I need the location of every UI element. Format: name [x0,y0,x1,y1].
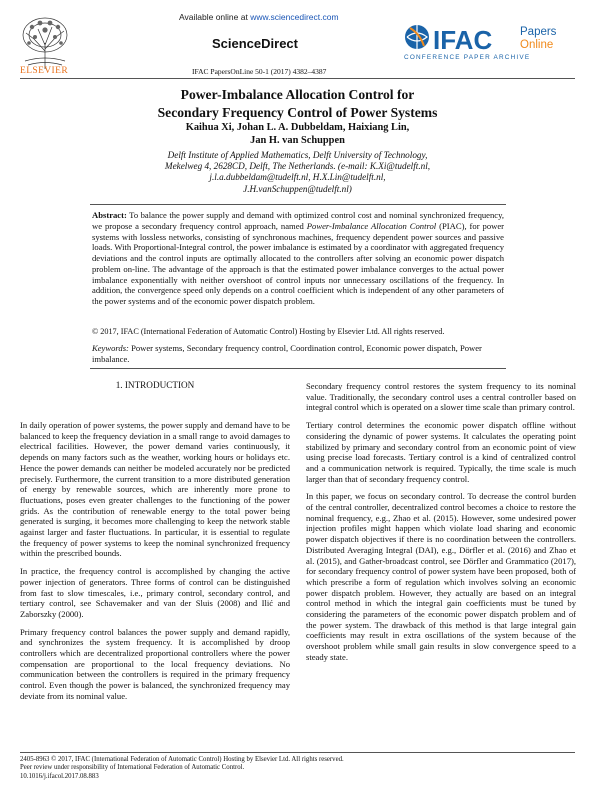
authors-line-2: Jan H. van Schuppen [250,134,345,146]
abstract-bottom-rule [90,368,506,369]
footer-doi-link[interactable]: 10.1016/j.ifacol.2017.08.883 [20,772,99,780]
paragraph: Secondary frequency control restores the system frequency to its nominal value. Traditionally, the secondary control uses a central controller based on integral control which is operated on a slower time scale than primary control. [306,381,576,413]
abstract-top-rule [90,204,506,205]
paragraph: In daily operation of power systems, the power supply and demand have to be balanced to keep the frequency deviation in a small range to avoid damages to electrical facilities. However, the power demand varies continuously, it depends on many factors such as the weather, working hours or holidays etc. Hence the power demands can neither be modeled accurately nor be predicted precisely. Furthermore, the current transition to a more distributed generation of energy by renewable sources, which are inherently more prone to fluctuations, poses even greater challenges to the functioning of the power grids. As the contribution of renewable energy to the total power being generated is surging, it becomes more challenging to keep the network stable against larger and faster fluctuations. In particular, it is essential to regulate the frequency of power systems to keep the nominal synchronized frequency within the prescribed bounds. [20,420,290,559]
ifac-online-word: Online [520,39,554,51]
affiliation-line-3: j.l.a.dubbeldam@tudelft.nl, H.X.Lin@tudelft.nl, [209,172,386,183]
keywords-label: Keywords: [92,343,129,353]
ifac-archive-tagline: CONFERENCE PAPER ARCHIVE [404,54,531,61]
keywords-text: Power systems, Secondary frequency control, Coordination control, Economic power dispatch, Power imbalance. [92,343,482,364]
copyright-notice: © 2017, IFAC (International Federation of Automatic Control) Hosting by Elsevier Ltd. All rights reserved. [92,327,445,336]
footer-divider [20,752,575,753]
sciencedirect-wordmark: ScienceDirect [212,36,298,51]
ifac-globe-icon [405,25,429,49]
footer-peer-review-line: Peer review under responsibility of International Federation of Automatic Control. [20,764,245,772]
paper-title-line-2: Secondary Frequency Control of Power Systems [157,105,438,120]
sciencedirect-link[interactable]: www.sciencedirect.com [250,12,339,22]
affiliation-line-1: Delft Institute of Applied Mathematics, Delft University of Technology, [167,150,428,160]
ifac-papers-word: Papers [520,26,557,38]
journal-reference: IFAC PapersOnLine 50-1 (2017) 4382–4387 [192,67,327,76]
paragraph: In practice, the frequency control is accomplished by changing the active power injection of generators. Three forms of control can be distinguished from fast to slow timescales, i.e., primary control, secondary control, and tertiary control, see Schavemaker and van der Sluis (2008) and Ilić and Zaborszky (2000). [20,566,290,619]
ifac-wordmark: IFAC [433,25,493,55]
affiliation-line-4: J.H.vanSchuppen@tudelft.nl) [243,183,352,194]
right-column [306,381,576,670]
header-divider [20,78,575,79]
paper-authors [0,122,595,147]
available-online-prefix: Available online at [179,12,248,22]
abstract [92,210,504,307]
abstract-text-b: (PIAC), for power systems with lossless networks, consisting of synchronous machines, frequency dependent power sources and passive loads. With Proportional-Integral control, the power imbalance is estimated by a coordinator with aggregated frequency deviations and the control inputs are optimally allocated to the controllers after solving an economic power dispatch problem on-line. The advantage of the approach is that the estimated power imbalance converges to the actual power imbalance exponentially with neither overshoot of control inputs nor unnecessary oscillations of the frequency. In addition, the convergence speed only depends on a control coefficient which is independent of any other parameters of the power systems and of the economic power dispatch problem. [92,220,505,306]
abstract-method-name: Power-Imbalance Allocation Control [306,220,437,231]
affiliation-line-2: Mekelweg 4, 2628CD, Delft, The Netherlands. (e-mail: K.Xi@tudelft.nl, [164,161,431,172]
page-footer [20,756,344,781]
section-heading-introduction: 1. INTRODUCTION [115,380,195,390]
keywords [92,343,504,365]
paper-title [0,86,595,122]
abstract-text-a: To balance the power supply and demand with optimized control cost and nominal synchronized frequency, we propose a secondary frequency control approach, named [92,210,504,231]
available-online-line [179,12,339,22]
author-affiliation [0,150,595,195]
paragraph: Primary frequency control balances the power supply and demand rapidly, and synchronizes the system frequency. It is accomplished by droop controllers which are decentralized proportional controllers where the power compensation are proportional to the local frequency deviations. No communication between the controllers is required in the primary frequency control. Even though the power is balanced, the synchronized frequency may deviate from its nominal value. [20,626,290,701]
footer-issn-line: 2405-8963 © 2017, IFAC (International Federation of Automatic Control) Hosting by Elsevier Ltd. All rights reserved. [20,756,344,763]
authors-line-1: Kaihua Xi, Johan L. A. Dubbeldam, Haixiang Lin, [185,122,410,133]
paragraph: Tertiary control determines the economic power dispatch offline without considering the dynamic of power systems. It calculates the operating point stabilized by primary and secondary control from an economic point of view using precise load forecasts. Tertiary control is a kind of centralized control and a communication network is required. Typically, the time scale is much larger than that of secondary frequency control. [306,420,576,484]
elsevier-wordmark: ELSEVIER [20,66,69,76]
abstract-label: Abstract: [92,210,127,220]
paper-title-line-1: Power-Imbalance Allocation Control for [180,87,415,102]
paragraph: In this paper, we focus on secondary control. To decrease the control burden of the central controller, decentralized control becomes a choice to restore the nominal frequency, e.g., Zhao et al. (2015). However, some undesired power injection profiles might happen which violate load sharing and economic power dispatch objectives if there is no coordination between the controllers. Distributed Averaging Integral (DAI), e.g., Dörfler et al. (2016) and Zhao et al. (2015), and Gather-broadcast control, see Dörfler and Grammatico (2017), for secondary frequency control of power system have been proposed, both of which prescribe a form of regulation which involves solving an economic power dispatch problem. However, they actually are based on an integral control method in which the integral gain coefficients must be tuned by considering the parameters of the economic power dispatch problem and of the power system. The drawback of this method is that large integral gain coefficients may result in extra oscillations of the system because of the overshoot problem while small gain results in slow convergence speed to a steady state. [306,491,576,662]
left-column [20,420,290,709]
